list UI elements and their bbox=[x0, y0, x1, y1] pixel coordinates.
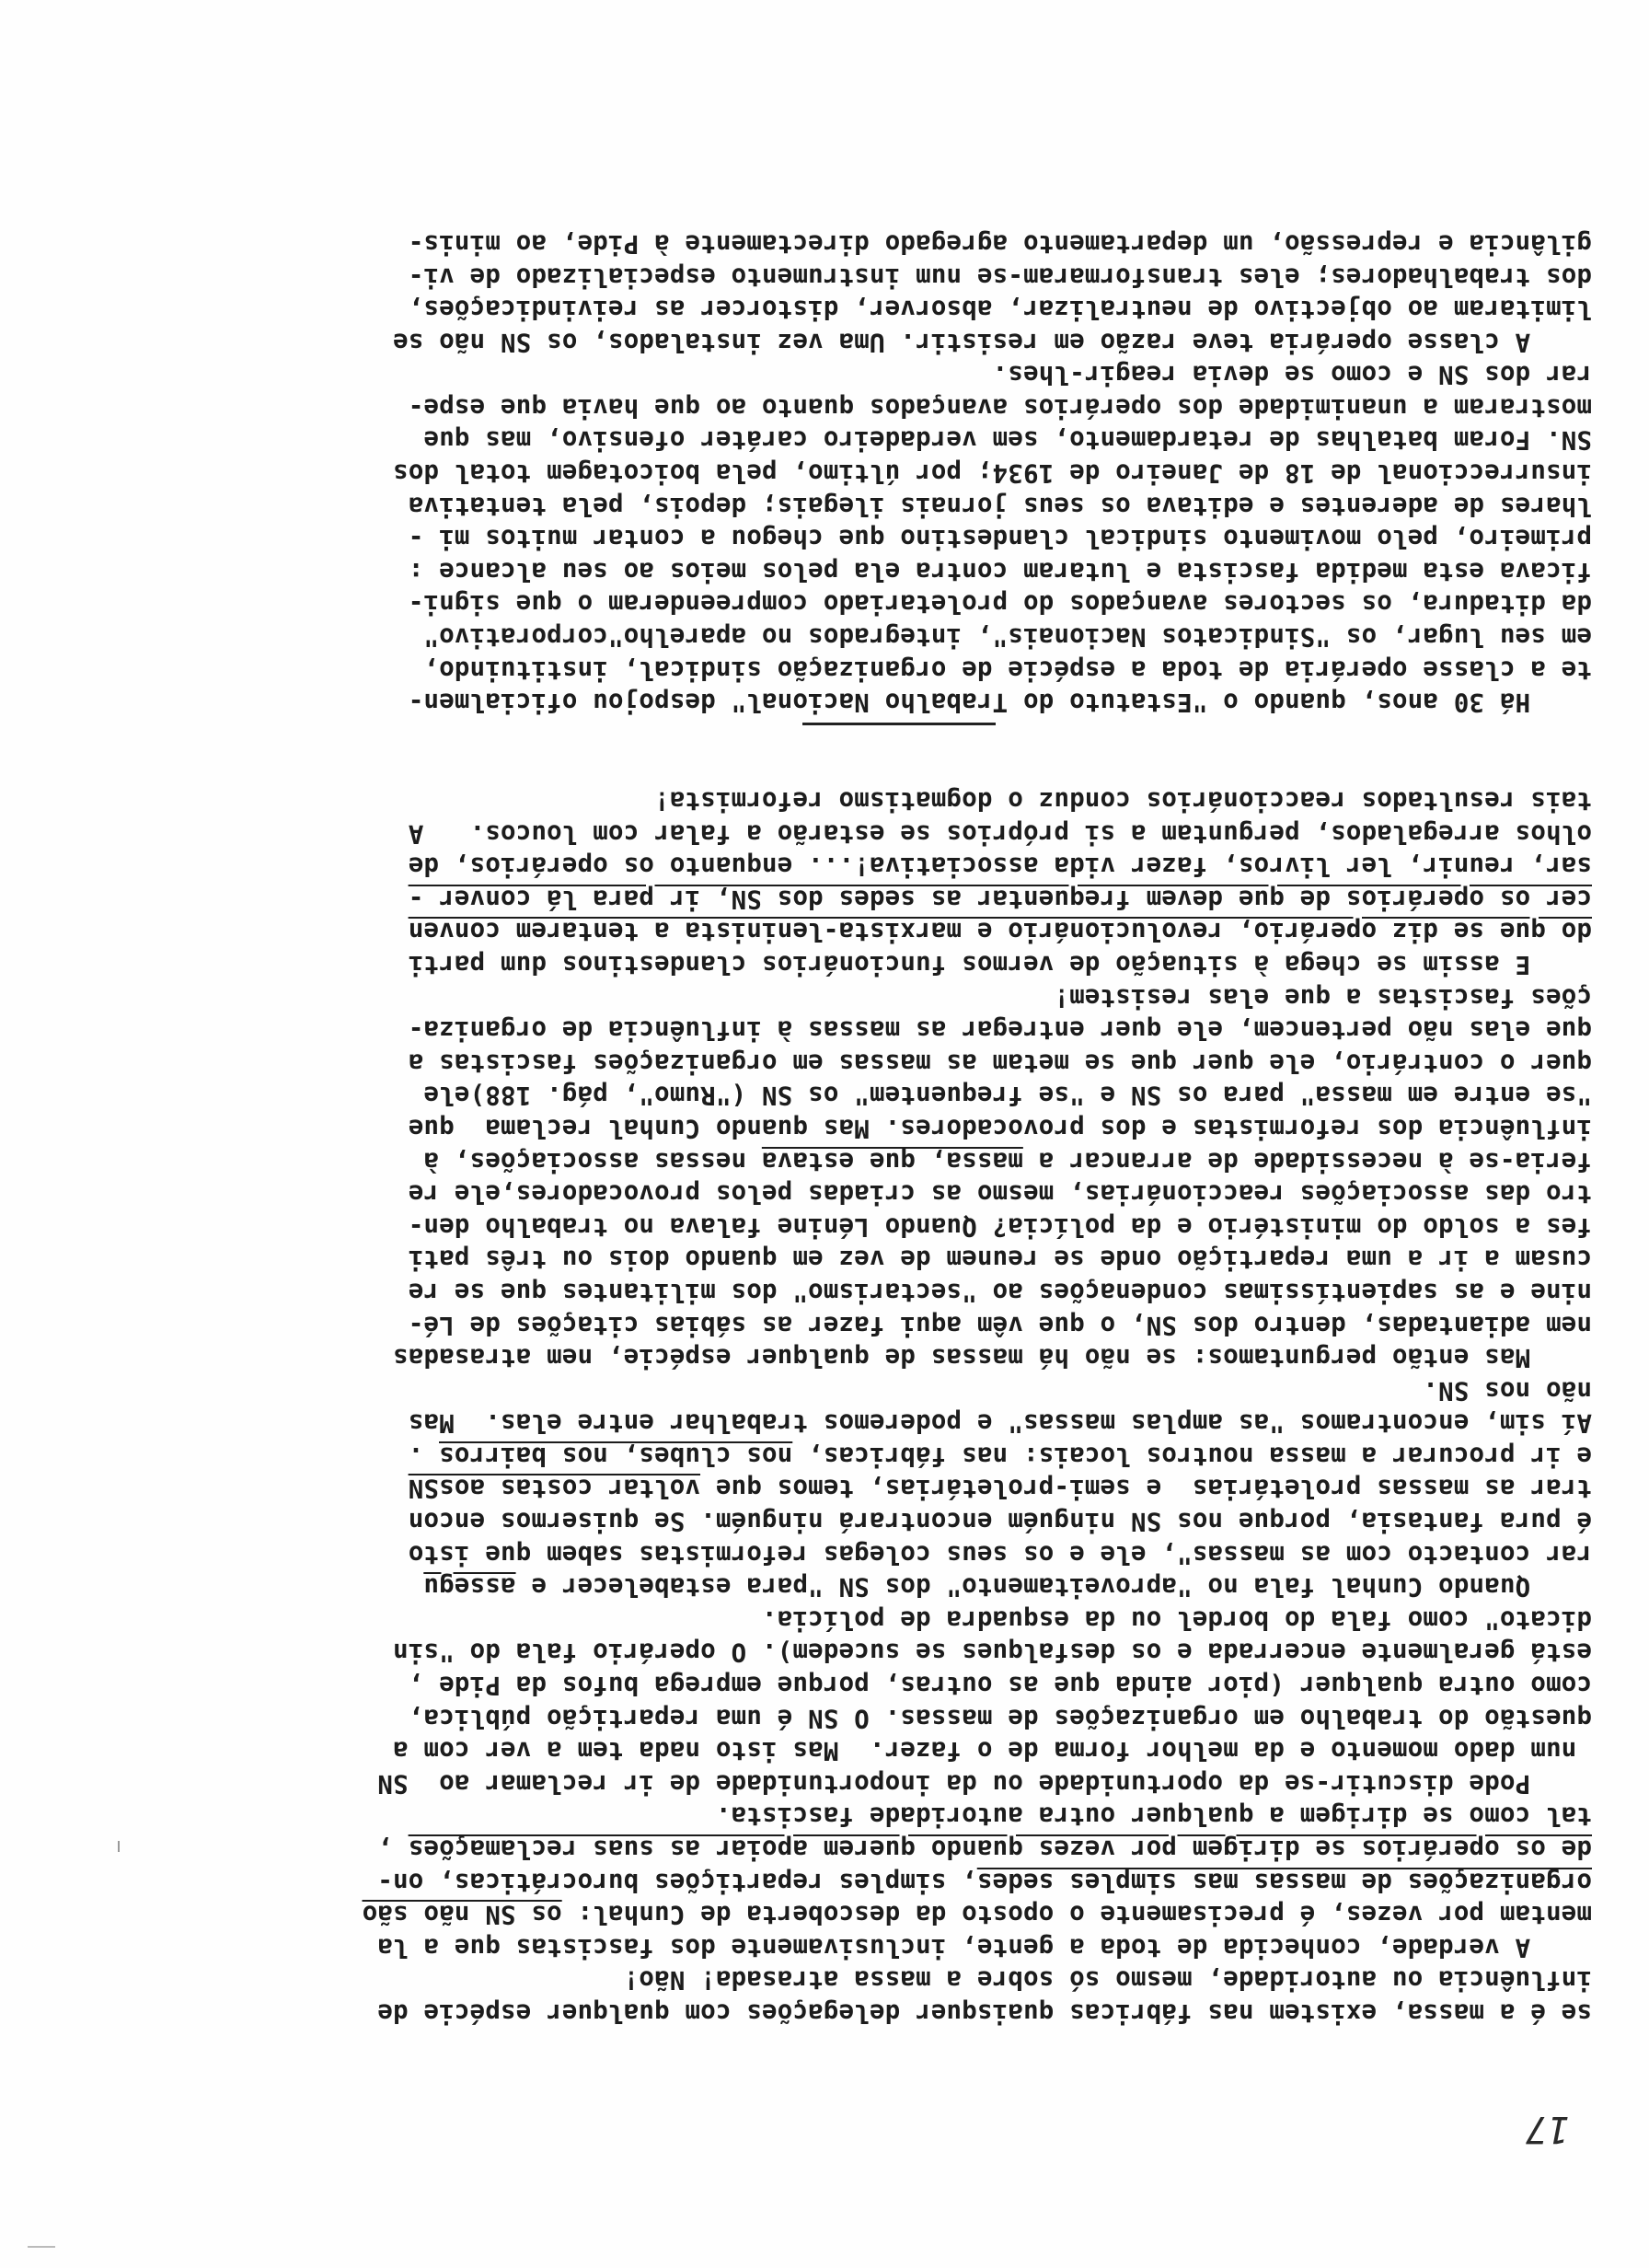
text-line: que elas não pertencem, ele quer entregar as massas à influência de organiza- bbox=[408, 1015, 1592, 1046]
text-line: SN. Foram batalhas de retardamento, sem verdadeiro caráter ofensivo, mas que bbox=[423, 425, 1592, 456]
text-line: ficava esta medida fascista e lutaram contra ela pelos meios ao seu alcance : bbox=[408, 556, 1592, 586]
text-line: questão do trabalho em organizações de massas. O SN é uma repartição pública, bbox=[408, 1703, 1592, 1733]
text-line: mostraram a unanimidade dos operários avançados quanto ao que havia que espe- bbox=[408, 392, 1592, 422]
text-line: rar dos SN e como se devia reagir-lhes. bbox=[992, 360, 1592, 390]
text-line: sar, reunir, ler livros, fazer vida associativa!... enquanto os operários, de bbox=[408, 851, 1592, 882]
text-line: limitaram ao objectivo de neutralizar, absorver, distorcer as reivindicações, bbox=[408, 295, 1592, 325]
page-number: 17 bbox=[1525, 2108, 1570, 2150]
text-line: do que se diz operário, revolucionário e marxista-leninista a tentarem conven bbox=[408, 917, 1592, 947]
text-line: insurreccional de 18 de Janeiro de 1934; por último, pela boicotagem total dos bbox=[392, 458, 1592, 489]
text-line: num dado momento e da melhor forma de o fazer. Mas isto nada tem a ver com a bbox=[392, 1736, 1592, 1766]
document-body bbox=[97, 226, 1592, 2029]
text-line: tal como se dirigem a qualquer outra autoridade fascista. bbox=[715, 1801, 1592, 1832]
text-line: tais resultados reaccionários conduz o dogmatismo reformista! bbox=[653, 786, 1592, 816]
scan-speck bbox=[28, 2246, 55, 2248]
text-line: olhos arregalados, perguntam a si próprios se estarão a falar com loucos. A bbox=[408, 818, 1592, 849]
text-line: "se entre em massa" para os SN e "se frequentem" os SN ("Rumo", pág. 188)ele bbox=[423, 1081, 1592, 1111]
text-line: rar contacto com as massas", ele e os seus colegas reformistas sabem que isto bbox=[408, 1539, 1592, 1569]
text-line: está geralmente encerrada e os desfalques se sucedem). O operário fala do "sin bbox=[392, 1637, 1592, 1668]
text-line: organizações de massas mas simples sedes, simples repartições burocráticas, on- bbox=[377, 1867, 1592, 1897]
section-separator bbox=[802, 723, 996, 725]
text-line: feria-se à necessidade de arrancar a massa, que estava nessas associações, à bbox=[423, 1146, 1592, 1176]
text-line bbox=[97, 751, 1592, 784]
text-line: de os operários se dirigem por vezes quando querem apoiar as suas reclamações , bbox=[377, 1834, 1592, 1865]
text-line: Aí sim, encontramos "as amplas massas" e poderemos trabalhar entre elas. Mas bbox=[408, 1408, 1592, 1439]
text-line: se é a massa, existem nas fábricas quaisquer delegações com qualquer espécie de bbox=[377, 1998, 1592, 2028]
text-line: Pode discutir-se da oportunidade ou da inoportunidade de ir reclamar ao SN bbox=[377, 1768, 1592, 1799]
text-line: Há 30 anos, quando o "Estatuto do Trabalho Nacional" despojou oficialmen- bbox=[408, 688, 1592, 718]
text-line: A classe operária teve razão em resistir. Uma vez instalados, os SN não se bbox=[392, 327, 1592, 357]
text-line: lhares de aderentes e editava os seus jornais ilegais; depois, pela tentativa bbox=[408, 491, 1592, 521]
text-line: é pura fantasia, porque nos SN ninguém encontrará ninguém. Se quisermos encon bbox=[408, 1507, 1592, 1537]
text-line: nem adiantadas, dentro dos SN, o que vêm aqui fazer as sábias citações de Lé- bbox=[408, 1310, 1592, 1340]
text-line: trar as massas proletárias e semi-proletárias, temos que voltar costas aosSN bbox=[408, 1474, 1592, 1504]
text-line: primeiro, pelo movimento sindical clandestino que chegou a contar muitos mi - bbox=[408, 524, 1592, 554]
text-line: te a classe operária de toda a espécie de organização sindical, instituindo, bbox=[423, 654, 1592, 685]
text-line: da ditadura, os sectores avançados do proletariado compreenderam o que signi- bbox=[408, 589, 1592, 619]
text-line: cusam a ir a uma repartição onde se reunem de vez em quando dois ou três pati bbox=[408, 1244, 1592, 1275]
text-line: dos trabalhadores; eles transformaram-se num instrumento especializado de vi- bbox=[408, 261, 1592, 292]
text-line: influência ou autoridade, mesmo só sobre a massa atrasada! Não! bbox=[623, 1965, 1592, 1996]
text-line: A verdade, conhecida de toda a gente, inclusivamente dos fascistas que a la bbox=[377, 1932, 1592, 1962]
text-line: gilância e repressão, um departamento agregado directamente à Pide, ao minis- bbox=[408, 228, 1592, 259]
text-line: como outra qualquer (pior ainda que as outras, porque emprega bufos da Pide , bbox=[408, 1671, 1592, 1701]
text-line: mentam por vezes, é precisamente o oposto da descoberta de Cunhal: os SN não são bbox=[362, 1900, 1592, 1930]
text-line: Mas então perguntamos: se não há massas de qualquer espécie, nem atrasadas bbox=[392, 1343, 1592, 1373]
text-line: dicato" como fala do bordel ou da esquadra de polícia. bbox=[761, 1604, 1592, 1635]
text-line: nine e as sapientíssimas condenações ao "sectarismo" dos militantes que se re bbox=[408, 1277, 1592, 1307]
text-line: cer os operários de que devem frequentar as sedes dos SN, ir para lá conver - bbox=[408, 884, 1592, 914]
text-line: Quando Cunhal fala no "aproveitamento" dos SN "para estabelecer e assegu bbox=[423, 1572, 1592, 1603]
text-line: tro das associações reaccionárias, mesmo as criadas pelos provocadores,ele re bbox=[408, 1179, 1592, 1209]
text-line: não nos SN. bbox=[1423, 1375, 1592, 1406]
text-line: influência dos reformistas e dos provocadores. Mas quando Cunhal reclama que bbox=[408, 1113, 1592, 1143]
text-line: quer o contrário, ele quer que se metam as massas em organizações fascistas a bbox=[408, 1047, 1592, 1078]
text-line: ções fascistas a que elas resistem! bbox=[1054, 982, 1592, 1012]
text-line: fes a soldo do ministério e da polícia? Quando Lénine falava no trabalho den- bbox=[408, 1211, 1592, 1242]
text-line: e ir procurar a massa noutros locais: nas fábricas, nos clubes, nos bairros . bbox=[408, 1441, 1592, 1471]
scan-speck bbox=[118, 1841, 120, 1852]
text-line: E assim se chega à situação de vermos funcionários clandestinos dum parti bbox=[408, 950, 1592, 979]
text-line: em seu lugar, os "Sindicatos Nacionais", integrados no aparelho"corporativo" bbox=[423, 622, 1592, 653]
